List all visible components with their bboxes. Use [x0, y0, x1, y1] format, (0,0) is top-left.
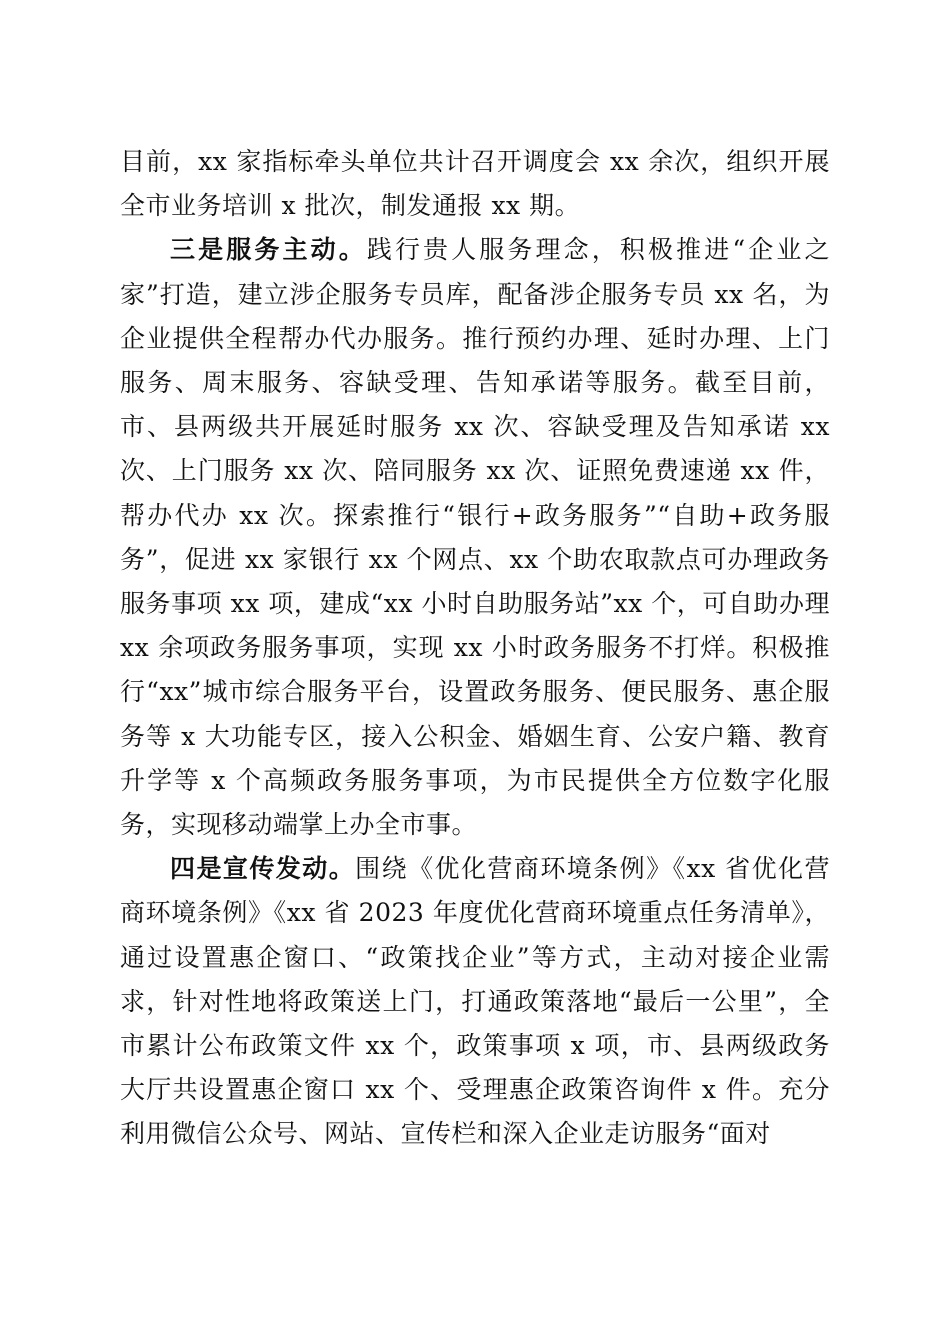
paragraph-text: 践行贵人服务理念，积极推进“企业之家”打造，建立涉企服务专员库，配备涉企服务专员 xx 名，为企业提供全程帮办代办服务。推行预约办理、延时办理、上门服务、周末服务、容缺受理、告知承诺等服务。截至目前，市、县两级共开展延时服务 xx 次、容缺受理及告知承诺 xx 次、上门服务 xx 次、陪同服务 xx 次、证照免费速递 xx 件，帮办代办 xx 次。探索推行“银行+政务服务”“自助+政务服务”，促进 xx 家银行 xx 个网点、xx 个助农取款点可办理政务服务事项 xx 项，建成“xx 小时自助服务站”xx 个，可自助办理 xx 余项政务服务事项，实现 xx 小时政务服务不打烊。积极推行“xx”城市综合服务平台，设置政务服务、便民服务、惠企服务等 x 大功能专区，接入公积金、婚姻生育、公安户籍、教育升学等 x 个高频政务服务事项，为市民提供全方位数字化服务，实现移动端掌上办全市事。 — [120, 235, 830, 840]
paragraph-continuation — [120, 140, 830, 228]
paragraph-lead: 三是服务主动。 — [170, 235, 367, 265]
paragraph-text: 围绕《优化营商环境条例》《xx 省优化营商环境条例》《xx 省 2023 年度优化营商环境重点任务清单》，通过设置惠企窗口、“政策找企业”等方式，主动对接企业需求，针对性地将政策送上门，打通政策落地“最后一公里”，全市累计公布政策文件 xx 个，政策事项 x 项，市、县两级政务大厅共设置惠企窗口 xx 个、受理惠企政策咨询件 x 件。充分利用微信公众号、网站、宣传栏和深入企业走访服务“面对 — [120, 854, 830, 1149]
paragraph-text: 目前，xx 家指标牵头单位共计召开调度会 xx 余次，组织开展全市业务培训 x 批次，制发通报 xx 期。 — [120, 147, 830, 221]
paragraph-service — [120, 228, 830, 847]
paragraph-lead: 四是宣传发动。 — [170, 854, 356, 884]
paragraph-publicity — [120, 847, 830, 1156]
document-page — [120, 140, 830, 1157]
